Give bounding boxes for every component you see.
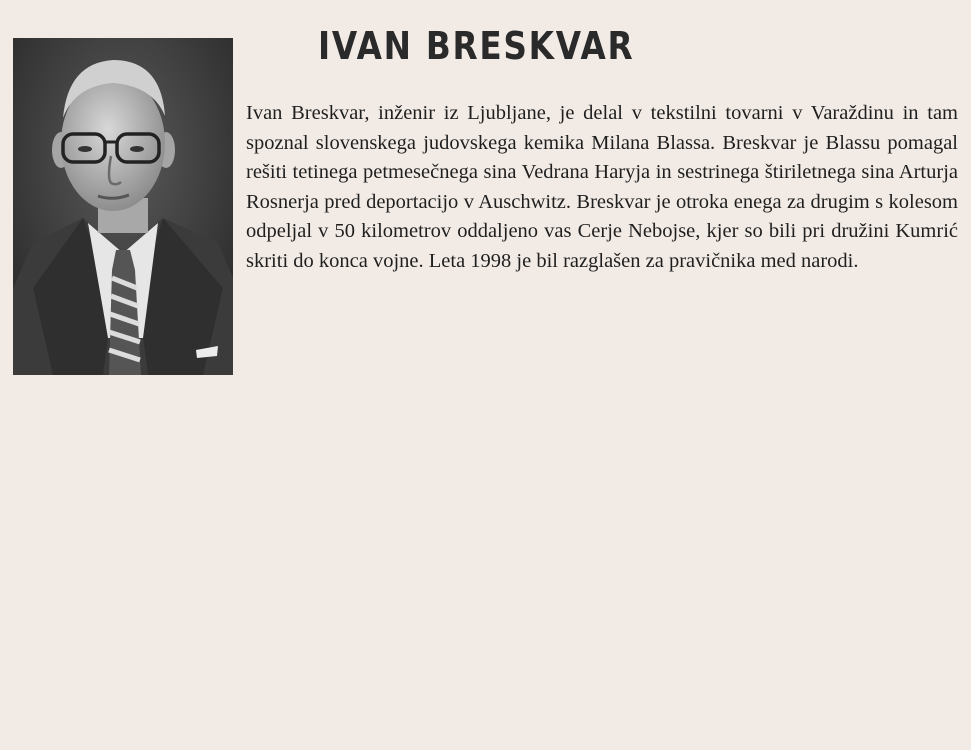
- portrait-photo: [13, 38, 233, 375]
- portrait-illustration: [13, 38, 233, 375]
- biography-text: Ivan Breskvar, inženir iz Ljubljane, je delal v tekstilni tovarni v Varaždinu in tam spoznal slovenskega judovskega kemika Milana Blassa. Breskvar je Blassu pomagal rešiti tetinega petmesečnega sina Vedrana Haryja in sestrinega štiriletnega sina Arturja Rosnerja pred deportacijo v Auschwitz. Breskvar je otroka enega za drugim s kolesom odpeljal v 50 kilometrov oddaljeno vas Cerje Nebojse, kjer so bili pri družini Kumrić skriti do konca vojne. Leta 1998 je bil razglašen za pravičnika med narodi.: [246, 102, 958, 272]
- page-title: IVAN BRESKVAR: [318, 24, 635, 68]
